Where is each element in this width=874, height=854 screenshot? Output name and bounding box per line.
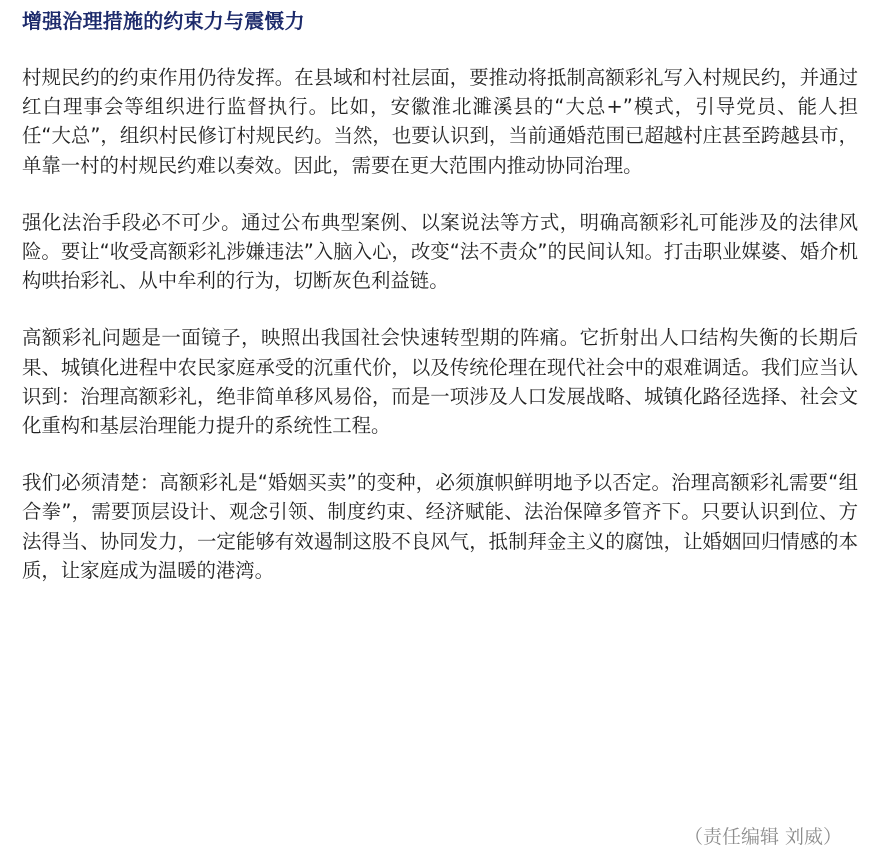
section-heading: 增强治理措施的约束力与震慑力 <box>22 9 305 33</box>
article <box>22 0 858 585</box>
paragraph-rule-of-law: 强化法治手段必不可少。通过公布典型案例、以案说法等方式，明确高额彩礼可能涉及的法律风险。要让“收受高额彩礼涉嫌违法”入脑入心，改变“法不责众”的民间认知。打击职业媒婆、婚介机构哄抬彩礼、从中牟利的行为，切断灰色利益链。 <box>22 210 858 293</box>
paragraph-conclusion: 我们必须清楚：高额彩礼是“婚姻买卖”的变种，必须旗帜鲜明地予以否定。治理高额彩礼需要“组合拳”，需要顶层设计、观念引领、制度约束、经济赋能、法治保障多管齐下。只要认识到位、方法得当、协同发力，一定能够有效遏制这股不良风气，抵制拜金主义的腐蚀，让婚姻回归情感的本质，让家庭成为温暖的港湾。 <box>22 471 858 582</box>
paragraph-social-mirror: 高额彩礼问题是一面镜子，映照出我国社会快速转型期的阵痛。它折射出人口结构失衡的长期后果、城镇化进程中农民家庭承受的沉重代价，以及传统伦理在现代社会中的艰难调适。我们应当认识到：治理高额彩礼，绝非简单移风易俗，而是一项涉及人口发展战略、城镇化路径选择、社会文化重构和基层治理能力提升的系统性工程。 <box>22 326 858 438</box>
responsible-editor: （责任编辑 刘威） <box>683 826 842 848</box>
paragraph-village-rules: 村规民约的约束作用仍待发挥。在县域和村社层面，要推动将抵制高额彩礼写入村规民约，并通过红白理事会等组织进行监督执行。比如，安徽淮北濉溪县的“大总+”模式，引导党员、能人担任“大总”，组织村民修订村规民约。当然，也要认识到，当前通婚范围已超越村庄甚至跨越县市，单靠一村的村规民约难以奏效。因此，需要在更大范围内推动协同治理。 <box>22 66 858 177</box>
